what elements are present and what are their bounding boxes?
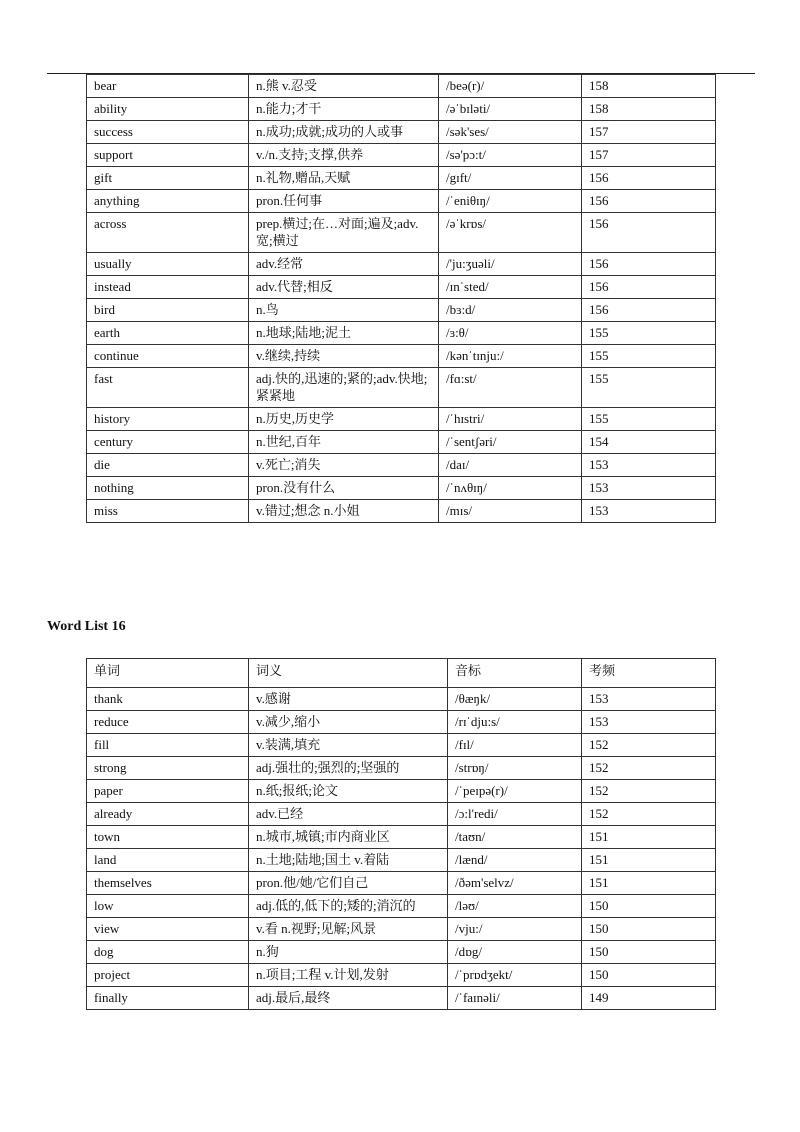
phonetic-cell: /sək'ses/ [439, 121, 582, 144]
word-cell: miss [87, 500, 249, 523]
frequency-cell: 150 [582, 941, 716, 964]
table-row [87, 477, 716, 500]
frequency-cell: 155 [582, 345, 716, 368]
frequency-cell: 156 [582, 190, 716, 213]
word-cell: already [87, 803, 249, 826]
word-cell: view [87, 918, 249, 941]
phonetic-cell: /daɪ/ [439, 454, 582, 477]
word-cell: dog [87, 941, 249, 964]
frequency-cell: 150 [582, 895, 716, 918]
phonetic-cell: /ˈsentʃəri/ [439, 431, 582, 454]
table-row [87, 253, 716, 276]
meaning-cell: n.鸟 [249, 299, 439, 322]
table-row [87, 276, 716, 299]
frequency-cell: 158 [582, 75, 716, 98]
phonetic-cell: /ðəm'selvz/ [448, 872, 582, 895]
meaning-cell: n.能力;才干 [249, 98, 439, 121]
word-cell: across [87, 213, 249, 253]
frequency-cell: 151 [582, 872, 716, 895]
meaning-cell: adj.低的,低下的;矮的;消沉的 [249, 895, 448, 918]
phonetic-cell: /əˈkrɒs/ [439, 213, 582, 253]
table-row [87, 454, 716, 477]
frequency-cell: 151 [582, 849, 716, 872]
phonetic-cell: /kənˈtɪnju:/ [439, 345, 582, 368]
meaning-cell: n.礼物,赠品,天赋 [249, 167, 439, 190]
table-row [87, 500, 716, 523]
header-meaning: 词义 [249, 659, 448, 688]
vocab-table-body [87, 75, 716, 523]
word-cell: bear [87, 75, 249, 98]
meaning-cell: n.熊 v.忍受 [249, 75, 439, 98]
meaning-cell: v./n.支持;支撑,供养 [249, 144, 439, 167]
meaning-cell: n.成功;成就;成功的人或事 [249, 121, 439, 144]
meaning-cell: n.世纪,百年 [249, 431, 439, 454]
header-word: 单词 [87, 659, 249, 688]
phonetic-cell: /fɑ:st/ [439, 368, 582, 408]
word-cell: fill [87, 734, 249, 757]
word-cell: low [87, 895, 249, 918]
frequency-cell: 153 [582, 454, 716, 477]
word-cell: paper [87, 780, 249, 803]
phonetic-cell: /rɪˈdju:s/ [448, 711, 582, 734]
phonetic-cell: /bɜ:d/ [439, 299, 582, 322]
header-phonetic: 音标 [448, 659, 582, 688]
meaning-cell: adj.强壮的;强烈的;坚强的 [249, 757, 448, 780]
phonetic-cell: /ˈpeɪpə(r)/ [448, 780, 582, 803]
meaning-cell: n.项目;工程 v.计划,发射 [249, 964, 448, 987]
frequency-cell: 157 [582, 121, 716, 144]
phonetic-cell: /vju:/ [448, 918, 582, 941]
table-row [87, 918, 716, 941]
phonetic-cell: /ˈnʌθɪŋ/ [439, 477, 582, 500]
phonetic-cell: /ˈprɒdʒekt/ [448, 964, 582, 987]
table-row [87, 144, 716, 167]
word-cell: fast [87, 368, 249, 408]
table-row [87, 803, 716, 826]
meaning-cell: v.减少,缩小 [249, 711, 448, 734]
vocab-table-word-list-16 [86, 658, 716, 1010]
frequency-cell: 152 [582, 734, 716, 757]
meaning-cell: n.纸;报纸;论文 [249, 780, 448, 803]
word-cell: strong [87, 757, 249, 780]
meaning-cell: n.狗 [249, 941, 448, 964]
phonetic-cell: /əˈbɪləti/ [439, 98, 582, 121]
word-cell: reduce [87, 711, 249, 734]
header-frequency: 考频 [582, 659, 716, 688]
phonetic-cell: /fɪl/ [448, 734, 582, 757]
phonetic-cell: /mɪs/ [439, 500, 582, 523]
meaning-cell: adj.快的,迅速的;紧的;adv.快地;紧紧地 [249, 368, 439, 408]
table-row [87, 895, 716, 918]
frequency-cell: 157 [582, 144, 716, 167]
table-row [87, 688, 716, 711]
meaning-cell: adv.已经 [249, 803, 448, 826]
phonetic-cell: /ˈhɪstri/ [439, 408, 582, 431]
table-row [87, 322, 716, 345]
table-row [87, 711, 716, 734]
phonetic-cell: /ˈeniθɪŋ/ [439, 190, 582, 213]
word-cell: ability [87, 98, 249, 121]
phonetic-cell: /strɒŋ/ [448, 757, 582, 780]
meaning-cell: n.历史,历史学 [249, 408, 439, 431]
meaning-cell: adv.经常 [249, 253, 439, 276]
frequency-cell: 152 [582, 803, 716, 826]
frequency-cell: 154 [582, 431, 716, 454]
frequency-cell: 158 [582, 98, 716, 121]
meaning-cell: v.看 n.视野;见解;风景 [249, 918, 448, 941]
word-cell: town [87, 826, 249, 849]
phonetic-cell: /lænd/ [448, 849, 582, 872]
frequency-cell: 151 [582, 826, 716, 849]
frequency-cell: 152 [582, 757, 716, 780]
phonetic-cell: /sə'pɔ:t/ [439, 144, 582, 167]
table-row [87, 849, 716, 872]
frequency-cell: 156 [582, 276, 716, 299]
table-row [87, 964, 716, 987]
section-title: Word List 16 [47, 619, 126, 634]
frequency-cell: 156 [582, 167, 716, 190]
table-row [87, 757, 716, 780]
word-cell: project [87, 964, 249, 987]
table-row [87, 780, 716, 803]
word-cell: finally [87, 987, 249, 1010]
table-row [87, 872, 716, 895]
meaning-cell: v.错过;想念 n.小姐 [249, 500, 439, 523]
meaning-cell: pron.他/她/它们自己 [249, 872, 448, 895]
table-row [87, 98, 716, 121]
meaning-cell: prep.横过;在…对面;遍及;adv.宽;横过 [249, 213, 439, 253]
frequency-cell: 155 [582, 408, 716, 431]
table-row [87, 345, 716, 368]
meaning-cell: n.土地;陆地;国土 v.着陆 [249, 849, 448, 872]
table-row [87, 826, 716, 849]
frequency-cell: 152 [582, 780, 716, 803]
phonetic-cell: /ˈfaɪnəli/ [448, 987, 582, 1010]
table-row [87, 75, 716, 98]
word-cell: century [87, 431, 249, 454]
meaning-cell: v.感谢 [249, 688, 448, 711]
phonetic-cell: /ləʊ/ [448, 895, 582, 918]
frequency-cell: 153 [582, 500, 716, 523]
meaning-cell: n.地球;陆地;泥土 [249, 322, 439, 345]
phonetic-cell: /'ju:ʒuəli/ [439, 253, 582, 276]
word-cell: earth [87, 322, 249, 345]
table-row [87, 431, 716, 454]
frequency-cell: 155 [582, 368, 716, 408]
word-cell: thank [87, 688, 249, 711]
word-cell: die [87, 454, 249, 477]
phonetic-cell: /θæŋk/ [448, 688, 582, 711]
word-cell: history [87, 408, 249, 431]
meaning-cell: pron.没有什么 [249, 477, 439, 500]
phonetic-cell: /ɜ:θ/ [439, 322, 582, 345]
vocab-table-continued [86, 74, 716, 523]
frequency-cell: 156 [582, 253, 716, 276]
table-row [87, 408, 716, 431]
meaning-cell: v.装满,填充 [249, 734, 448, 757]
table-row [87, 190, 716, 213]
meaning-cell: v.死亡;消失 [249, 454, 439, 477]
word-cell: nothing [87, 477, 249, 500]
word-cell: land [87, 849, 249, 872]
meaning-cell: adv.代替;相反 [249, 276, 439, 299]
word-cell: success [87, 121, 249, 144]
table-row [87, 213, 716, 253]
word-cell: support [87, 144, 249, 167]
meaning-cell: adj.最后,最终 [249, 987, 448, 1010]
table-row [87, 167, 716, 190]
word-cell: gift [87, 167, 249, 190]
frequency-cell: 153 [582, 477, 716, 500]
phonetic-cell: /ɔ:l'redi/ [448, 803, 582, 826]
word-cell: continue [87, 345, 249, 368]
frequency-cell: 156 [582, 299, 716, 322]
word-cell: bird [87, 299, 249, 322]
table-row [87, 368, 716, 408]
phonetic-cell: /beə(r)/ [439, 75, 582, 98]
frequency-cell: 153 [582, 711, 716, 734]
frequency-cell: 153 [582, 688, 716, 711]
meaning-cell: pron.任何事 [249, 190, 439, 213]
table-row [87, 941, 716, 964]
phonetic-cell: /ɪnˈsted/ [439, 276, 582, 299]
phonetic-cell: /dɒg/ [448, 941, 582, 964]
table-row [87, 299, 716, 322]
frequency-cell: 155 [582, 322, 716, 345]
frequency-cell: 150 [582, 918, 716, 941]
frequency-cell: 149 [582, 987, 716, 1010]
frequency-cell: 150 [582, 964, 716, 987]
table-row [87, 734, 716, 757]
phonetic-cell: /taʊn/ [448, 826, 582, 849]
vocab-table-body [87, 688, 716, 1010]
meaning-cell: n.城市,城镇;市内商业区 [249, 826, 448, 849]
frequency-cell: 156 [582, 213, 716, 253]
word-cell: instead [87, 276, 249, 299]
table-header-row [87, 659, 716, 688]
table-row [87, 987, 716, 1010]
word-cell: anything [87, 190, 249, 213]
meaning-cell: v.继续,持续 [249, 345, 439, 368]
table-row [87, 121, 716, 144]
word-cell: usually [87, 253, 249, 276]
phonetic-cell: /gɪft/ [439, 167, 582, 190]
word-cell: themselves [87, 872, 249, 895]
